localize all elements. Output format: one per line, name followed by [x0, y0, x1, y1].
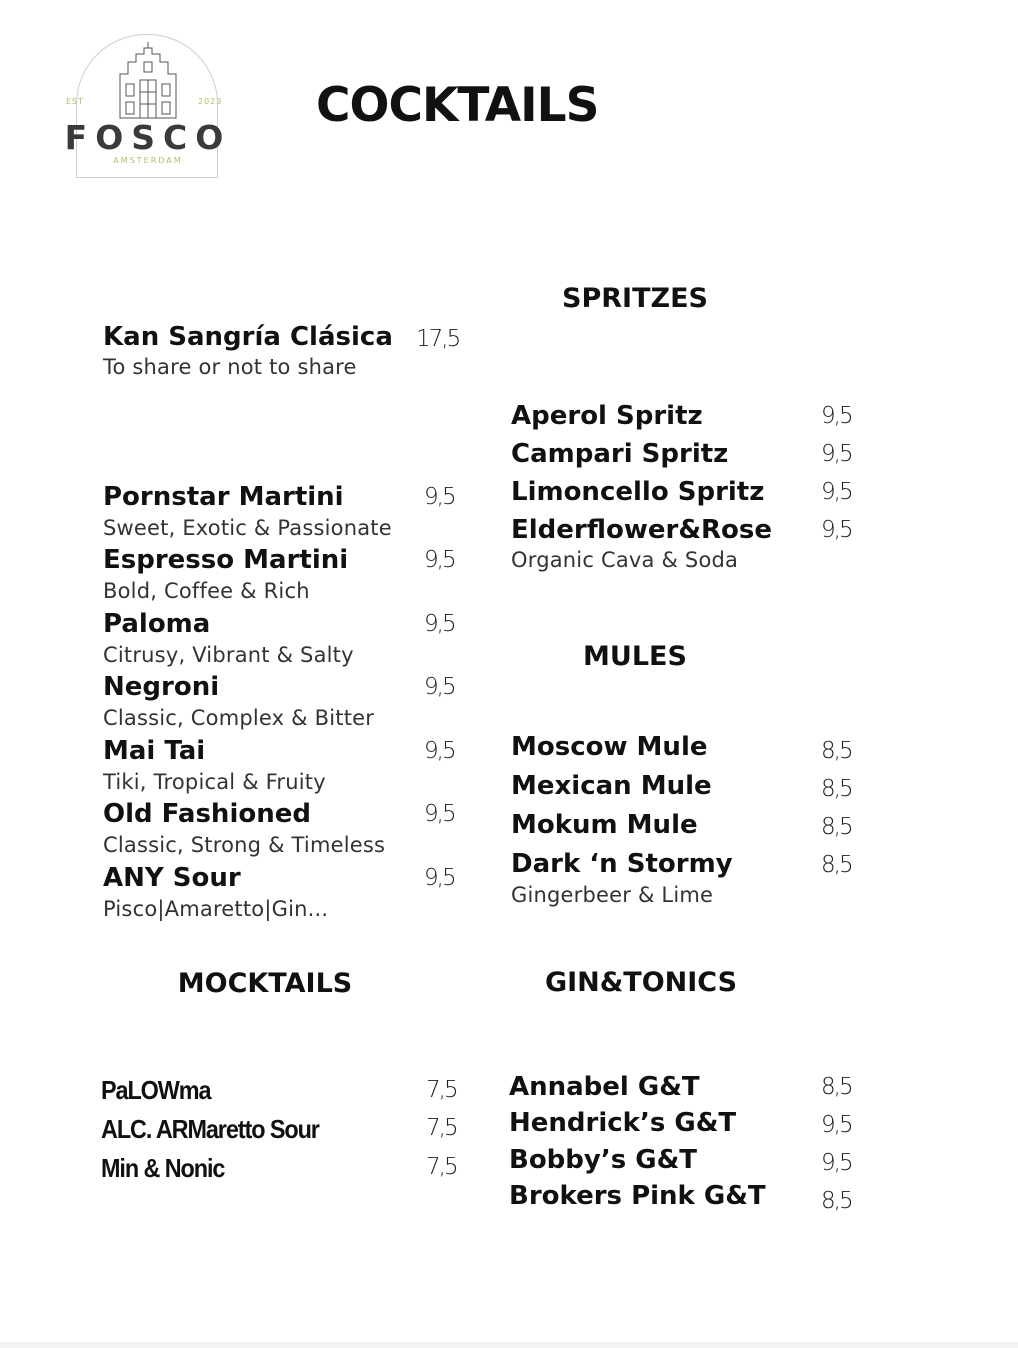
menu-item-name: Campari Spritz: [511, 439, 729, 469]
menu-item-name: Mai Tai: [103, 736, 206, 766]
section-note: Organic Cava & Soda: [511, 548, 739, 572]
logo-city: AMSTERDAM: [113, 156, 183, 165]
fosco-logo: [60, 30, 236, 182]
menu-item-desc: Tiki, Tropical & Fruity: [103, 770, 326, 794]
featured-price: 17,5: [416, 326, 460, 352]
menu-item-name: PaLOWma: [101, 1075, 211, 1105]
section-title-gin-tonics: GIN&TONICS: [544, 967, 738, 998]
menu-item-desc: Citrusy, Vibrant & Salty: [103, 643, 354, 667]
canal-house-icon: [104, 40, 192, 120]
menu-item-price: 9,5: [821, 1112, 852, 1138]
menu-item-price: 9,5: [821, 479, 852, 505]
menu-item-name: Pornstar Martini: [103, 482, 344, 512]
menu-item-name: Elderflower&Rose: [511, 515, 773, 545]
menu-item-price: 9,5: [424, 738, 455, 764]
menu-item-name: Annabel G&T: [509, 1072, 700, 1102]
menu-item-desc: Pisco|Amaretto|Gin...: [103, 897, 329, 921]
menu-item-price: 8,5: [821, 776, 852, 802]
menu-item-name: Mexican Mule: [511, 771, 712, 801]
menu-item-price: 7,5: [426, 1154, 457, 1180]
menu-item-price: 8,5: [821, 1074, 852, 1100]
menu-item-price: 7,5: [426, 1077, 457, 1103]
menu-item-name: Hendrick’s G&T: [509, 1108, 737, 1138]
section-title-spritzes: SPRITZES: [562, 283, 708, 314]
featured-desc: To share or not to share: [103, 355, 357, 379]
menu-item-price: 9,5: [821, 1150, 852, 1176]
page-bottom-edge: [0, 1342, 1018, 1348]
section-note: Gingerbeer & Lime: [511, 883, 714, 907]
logo-year: 2023: [198, 97, 223, 106]
menu-item-name: ALC. ARMaretto Sour: [101, 1114, 319, 1144]
menu-item-desc: Classic, Strong & Timeless: [103, 833, 386, 857]
logo-name: FOSCO: [64, 118, 232, 157]
menu-item-price: 8,5: [821, 738, 852, 764]
menu-item-price: 8,5: [821, 852, 852, 878]
menu-item-name: Brokers Pink G&T: [509, 1181, 766, 1211]
menu-item-name: Limoncello Spritz: [511, 477, 765, 507]
menu-item-desc: Sweet, Exotic & Passionate: [103, 516, 392, 540]
featured-name: Kan Sangría Clásica: [103, 322, 393, 352]
menu-item-price: 7,5: [426, 1115, 457, 1141]
logo-est: EST: [66, 97, 85, 106]
menu-item-name: Espresso Martini: [103, 545, 349, 575]
menu-item-desc: Bold, Coffee & Rich: [103, 579, 310, 603]
menu-item-name: Negroni: [103, 672, 220, 702]
menu-item-price: 9,5: [821, 403, 852, 429]
menu-item-price: 9,5: [424, 484, 455, 510]
menu-item-name: ANY Sour: [103, 863, 241, 893]
menu-item-price: 9,5: [424, 611, 455, 637]
section-title-mocktails: MOCKTAILS: [177, 968, 353, 999]
menu-item-name: Min & Nonic: [101, 1153, 225, 1183]
menu-item-name: Dark ‘n Stormy: [511, 849, 733, 879]
page-title: COCKTAILS: [316, 78, 599, 133]
menu-item-price: 9,5: [821, 441, 852, 467]
menu-item-price: 9,5: [424, 801, 455, 827]
menu-item-price: 9,5: [821, 517, 852, 543]
menu-item-price: 9,5: [424, 865, 455, 891]
menu-item-price: 8,5: [821, 1188, 852, 1214]
menu-item-price: 9,5: [424, 547, 455, 573]
menu-item-name: Aperol Spritz: [511, 401, 703, 431]
section-title-mules: MULES: [583, 641, 687, 672]
menu-item-name: Paloma: [103, 609, 211, 639]
menu-item-desc: Classic, Complex & Bitter: [103, 706, 375, 730]
menu-item-name: Bobby’s G&T: [509, 1145, 698, 1175]
menu-item-price: 8,5: [821, 814, 852, 840]
menu-item-name: Moscow Mule: [511, 732, 708, 762]
menu-item-name: Mokum Mule: [511, 810, 698, 840]
menu-item-name: Old Fashioned: [103, 799, 311, 829]
menu-item-price: 9,5: [424, 674, 455, 700]
